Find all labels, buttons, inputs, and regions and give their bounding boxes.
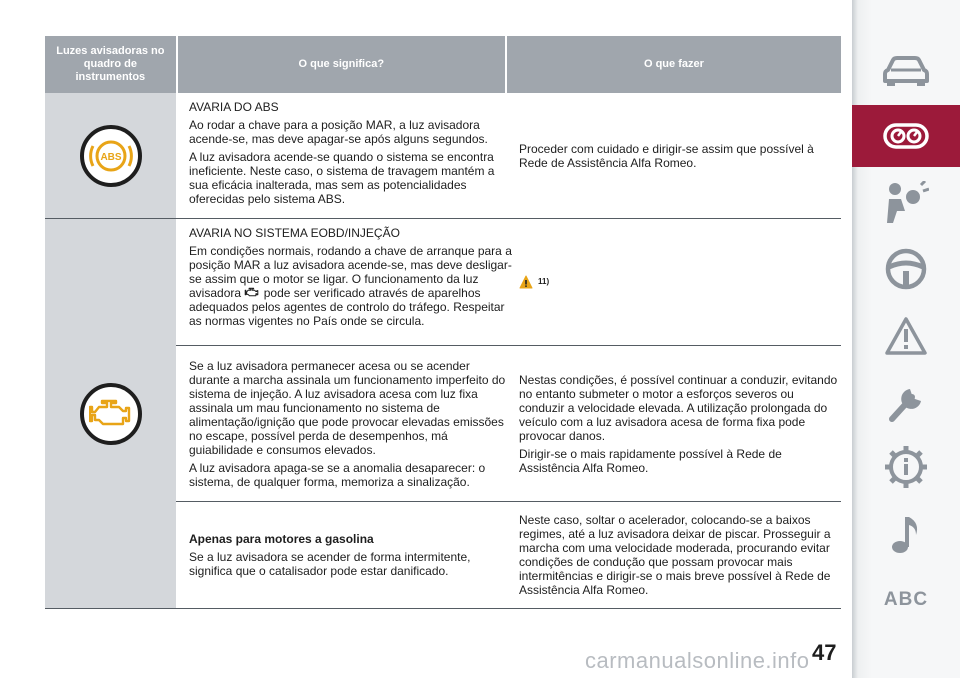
engine-meaning-title: AVARIA NO SISTEMA EOBD/INJEÇÃO [189, 226, 400, 240]
engine-subrow-1 [176, 219, 841, 346]
header-warning-lights: Luzes avisadoras no quadro de instrumentos [45, 36, 176, 93]
sidebar-item-starting[interactable] [852, 243, 960, 295]
hazard-triangle-icon [519, 275, 533, 289]
abs-warning-light-icon [80, 125, 142, 187]
abs-meaning-p1: Ao rodar a chave para a posição MAR, a luz avisadora acende-se, mas deve apagar-se após alguns segundos. [189, 118, 488, 146]
music-note-icon [888, 513, 924, 557]
engine-petrol-meaning: Se a luz avisadora se acender de forma intermitente, significa que o catalisador pode estar danificado. [189, 550, 471, 578]
abs-meaning-title: AVARIA DO ABS [189, 100, 279, 114]
steering-wheel-icon [884, 247, 928, 291]
engine-petrol-title: Apenas para motores a gasolina [189, 532, 374, 546]
header-action: O que fazer [507, 36, 841, 93]
engine-meaning-p1: Em condições normais, rodando a chave de arranque para a posição MAR a luz avisadora acende-se, mas deve desligar-se assim que o motor se ligar. O funcionamento da luz avisadora pode ser verificado através de aparelhos adequados pelos agentes de controlo do tráfego. Respeitar as normas vigentes no País onde se circula. [189, 244, 512, 328]
sidebar-item-instruments[interactable] [852, 105, 960, 167]
sidebar-item-maintenance[interactable] [852, 378, 960, 428]
car-icon [882, 54, 930, 88]
sidebar-item-technical-data[interactable] [852, 440, 960, 494]
warning-triangle-icon [884, 316, 928, 356]
info-gear-icon [883, 444, 929, 490]
warning-lights-table [45, 36, 841, 609]
instrument-cluster-icon [882, 121, 930, 151]
page-number: 47 [812, 640, 837, 665]
engine-meaning-cell-3 [176, 502, 519, 608]
index-label: ABC [883, 589, 929, 610]
abs-action-text: Proceder com cuidado e dirigir-se assim que possível à Rede de Assistência Alfa Romeo. [519, 141, 814, 170]
svg-text:ABS: ABS [99, 151, 122, 163]
engine-subrows [176, 219, 841, 608]
abs-meaning-p2: A luz avisadora acende-se quando o sistema se encontra ineficiente. Neste caso, o sistema de travagem mantém a sua eficácia inalterada, mas sem as potencialidades oferecidas pelo sistema ABS. [189, 150, 495, 206]
airbag-seat-icon [883, 181, 929, 225]
icon-cell-engine [45, 219, 176, 608]
table-header [45, 36, 841, 93]
engine-subrow-2 [176, 346, 841, 502]
abs-action-cell [519, 93, 841, 218]
engine-meaning-cell-2 [176, 346, 519, 501]
table-row-engine [45, 219, 841, 609]
watermark: carmanualsonline.info [585, 648, 810, 673]
sidebar-item-emergency[interactable] [852, 312, 960, 360]
engine-subrow-3 [176, 502, 841, 608]
sidebar-item-index[interactable] [852, 585, 960, 615]
header-meaning: O que significa? [178, 36, 505, 93]
table-row-abs [45, 93, 841, 219]
sidebar-item-car[interactable] [852, 45, 960, 97]
warning-reference-number: 11) [538, 277, 550, 286]
engine-meaning-p3: A luz avisadora apaga-se se a anomalia desaparecer: o sistema, de qualquer forma, memoriza a sinalização. [189, 460, 486, 489]
sidebar-item-multimedia[interactable] [852, 510, 960, 560]
engine-action-p1: Nestas condições, é possível continuar a conduzir, evitando no entanto submeter o motor a esforços severos ou conduzir a velocidade elevada. A utilização prolongada do veículo com a luz avisadora acesa de forma fixa pode provocar danos. [519, 372, 838, 443]
chapter-sidebar [852, 0, 960, 678]
engine-action-cell-2 [519, 346, 841, 501]
engine-check-light-icon [80, 383, 142, 445]
engine-action-cell-1 [519, 219, 841, 345]
abs-meaning-cell [176, 93, 519, 218]
engine-meaning-cell-1 [176, 219, 519, 345]
engine-meaning-p2: Se a luz avisadora permanecer acesa ou se acender durante a marcha assinala um funcionamento imperfeito do sistema de injeção. A luz avisadora acesa com luz fixa assinala um mau funcionamento no sistema de alimentação/ignição que pode provocar elevadas emissões no escape, possível perda de desempenhos, má guiabilidade e consumos elevados. [189, 358, 506, 457]
engine-action-p2: Dirigir-se o mais rapidamente possível à Rede de Assistência Alfa Romeo. [519, 446, 782, 475]
sidebar-item-safety[interactable] [852, 178, 960, 228]
engine-petrol-action: Neste caso, soltar o acelerador, colocando-se a baixos regimes, até a luz avisadora deixar de piscar. Prosseguir a marcha com uma velocidade moderada, procurando evitar condições de condução que possam provocar mais intermitências e dirigir-se o mais breve possível à Rede de Assistência Alfa Romeo. [519, 513, 831, 597]
warning-reference[interactable] [519, 275, 549, 289]
icon-cell-abs [45, 93, 176, 218]
engine-action-cell-3 [519, 502, 841, 608]
wrench-icon [884, 381, 928, 425]
engine-inline-icon [244, 287, 260, 298]
